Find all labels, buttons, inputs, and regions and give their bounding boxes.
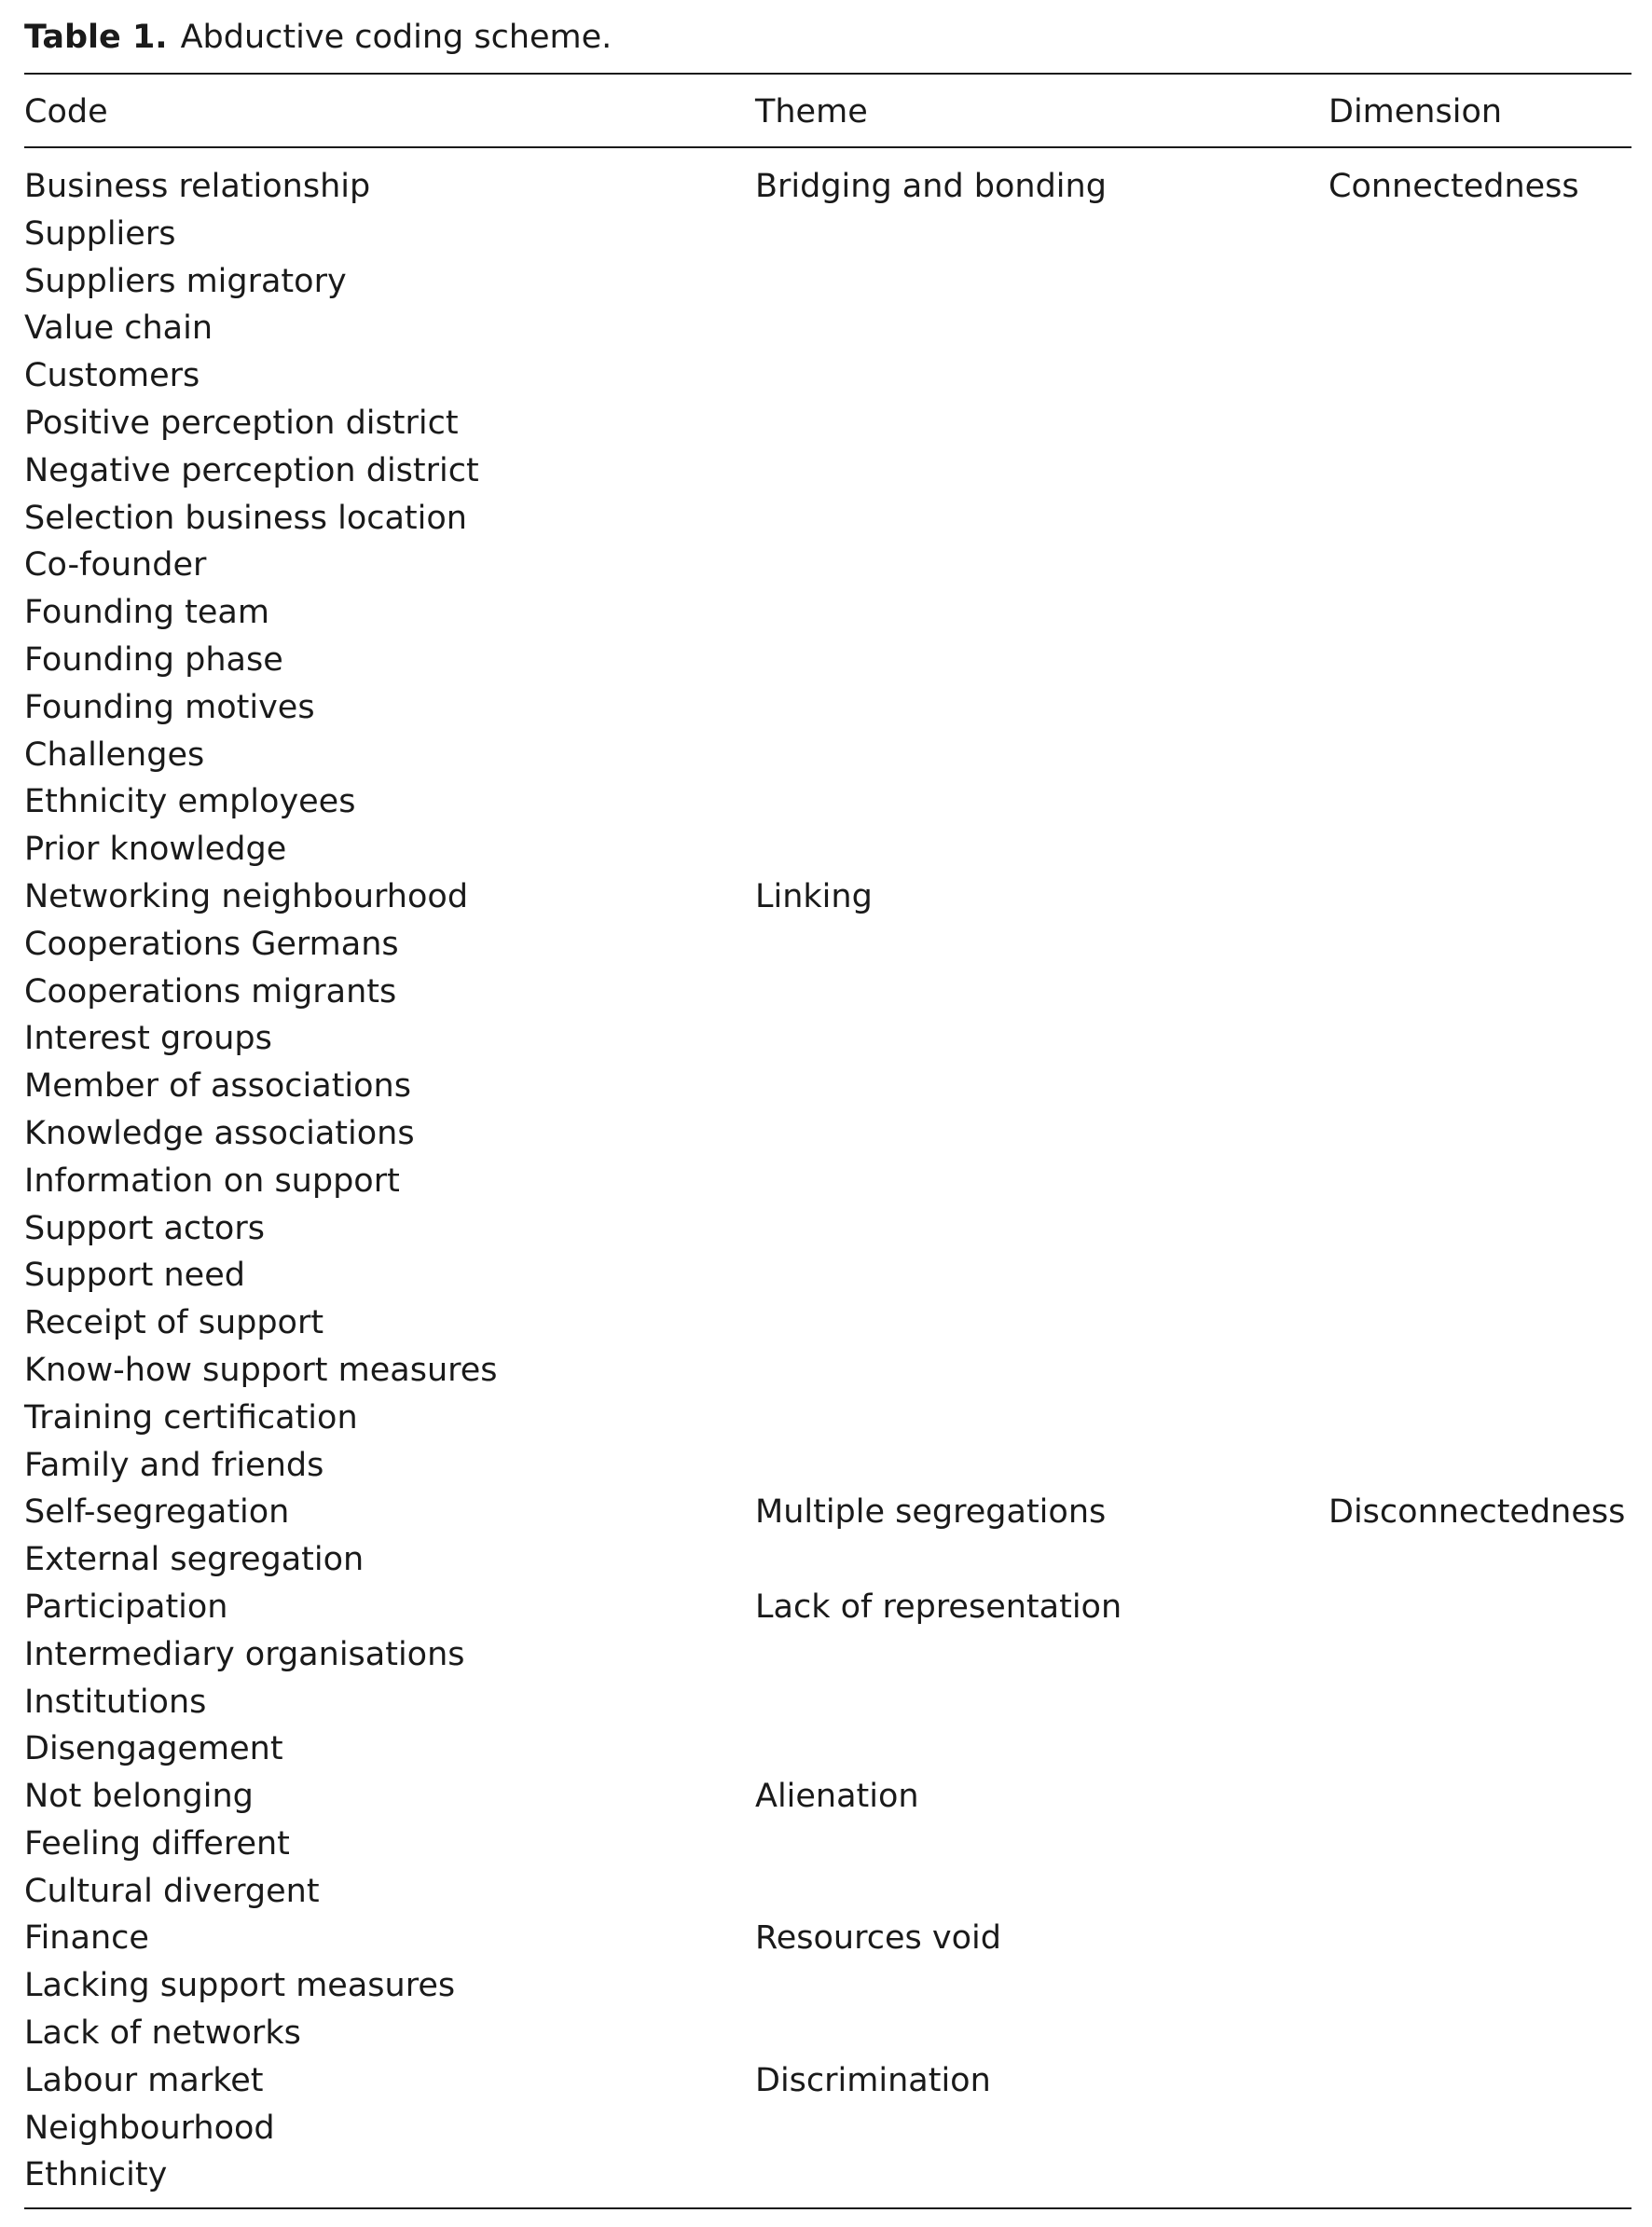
table-header-rule [24,146,1631,148]
cell-code: Co-founder [24,546,207,584]
table-row [24,969,1631,1017]
table-row [24,2058,1631,2106]
cell-theme: Discrimination [755,2061,991,2099]
cell-code: External segregation [24,1541,365,1579]
cell-code: Suppliers [24,214,176,253]
table-row [24,1111,1631,1159]
table-row [24,1490,1631,1537]
cell-code: Suppliers migratory [24,262,347,300]
cell-code: Founding team [24,594,269,632]
header-code: Code [24,93,108,131]
cell-code: Lack of networks [24,2014,301,2053]
table-row [24,448,1631,496]
table-caption-label: Table 1. [24,19,168,56]
table-row [24,2011,1631,2058]
cell-code: Negative perception district [24,451,479,489]
table-row [24,779,1631,827]
cell-dimension: Connectedness [1328,168,1579,205]
cell-code: Knowledge associations [24,1114,415,1152]
cell-theme: Alienation [755,1778,919,1816]
cell-code: Finance [24,1919,149,1958]
table-row [24,922,1631,969]
table-row [24,1348,1631,1395]
table-row [24,1632,1631,1680]
table-top-rule [24,73,1631,75]
cell-code: Support need [24,1257,245,1295]
cell-code: Intermediary organisations [24,1635,465,1673]
cell-code: Prior knowledge [24,831,287,869]
cell-code: Cooperations migrants [24,972,397,1010]
header-dimension: Dimension [1328,93,1503,131]
cell-dimension: Disconnectedness [1328,1493,1626,1532]
table-caption-text: Abductive coding scheme. [180,19,613,56]
table-row [24,306,1631,353]
cell-theme: Lack of representation [755,1588,1122,1626]
table-row [24,1016,1631,1064]
table-row [24,401,1631,448]
table-row [24,2106,1631,2153]
table-row [24,1443,1631,1491]
cell-code: Receipt of support [24,1304,324,1342]
cell-code: Cultural divergent [24,1872,320,1910]
cell-theme: Resources void [755,1919,1001,1958]
table-header-row [24,89,1631,134]
cell-code: Self-segregation [24,1493,290,1532]
cell-code: Participation [24,1588,228,1626]
cell-code: Founding phase [24,640,283,679]
cell-theme: Linking [755,877,873,915]
cell-code: Institutions [24,1683,207,1721]
cell-theme: Bridging and bonding [755,168,1107,205]
cell-code: Labour market [24,2061,264,2099]
table-bottom-rule [24,2207,1631,2209]
table-row [24,496,1631,543]
table-row [24,1064,1631,1111]
table-row [24,353,1631,401]
cell-code: Not belonging [24,1778,254,1816]
table-row [24,1726,1631,1774]
table-row [24,733,1631,780]
table-row [24,638,1631,685]
cell-code: Know-how support measures [24,1351,498,1389]
cell-code: Information on support [24,1162,400,1200]
cell-code: Cooperations Germans [24,925,399,963]
table-row [24,685,1631,733]
cell-code: Value chain [24,309,213,348]
table-row [24,259,1631,307]
header-theme: Theme [755,93,868,131]
cell-code: Training certification [24,1398,358,1437]
table-row [24,212,1631,259]
cell-code: Customers [24,357,200,395]
table-body [24,164,1631,2200]
table-row [24,1206,1631,1254]
table-row [24,1253,1631,1300]
table-caption [24,15,612,60]
cell-code: Networking neighbourhood [24,877,469,915]
cell-code: Ethnicity [24,2156,168,2194]
table-row [24,1821,1631,1869]
cell-code: Selection business location [24,499,467,537]
cell-code: Founding motives [24,688,315,726]
cell-code: Member of associations [24,1067,411,1106]
table-row [24,1395,1631,1443]
table-row [24,1869,1631,1917]
table-row [24,1963,1631,2011]
table-row [24,1774,1631,1821]
table-row [24,874,1631,922]
cell-code: Positive perception district [24,404,459,442]
cell-code: Interest groups [24,1020,272,1058]
table-row [24,1680,1631,1727]
cell-code: Feeling different [24,1824,290,1863]
table-row [24,1537,1631,1585]
table-row [24,543,1631,590]
table-row [24,590,1631,638]
table-row [24,1300,1631,1348]
cell-code: Business relationship [24,168,371,205]
table-row [24,1159,1631,1206]
cell-code: Ethnicity employees [24,783,356,821]
table-row [24,2152,1631,2200]
table-row [24,1916,1631,1963]
cell-code: Lacking support measures [24,1967,456,2005]
cell-code: Support actors [24,1209,265,1247]
table-row [24,1585,1631,1632]
cell-code: Disengagement [24,1730,283,1768]
cell-code: Family and friends [24,1446,324,1484]
cell-theme: Multiple segregations [755,1493,1107,1532]
table-row [24,827,1631,874]
table-row [24,164,1631,212]
cell-code: Neighbourhood [24,2109,275,2147]
cell-code: Challenges [24,735,205,774]
